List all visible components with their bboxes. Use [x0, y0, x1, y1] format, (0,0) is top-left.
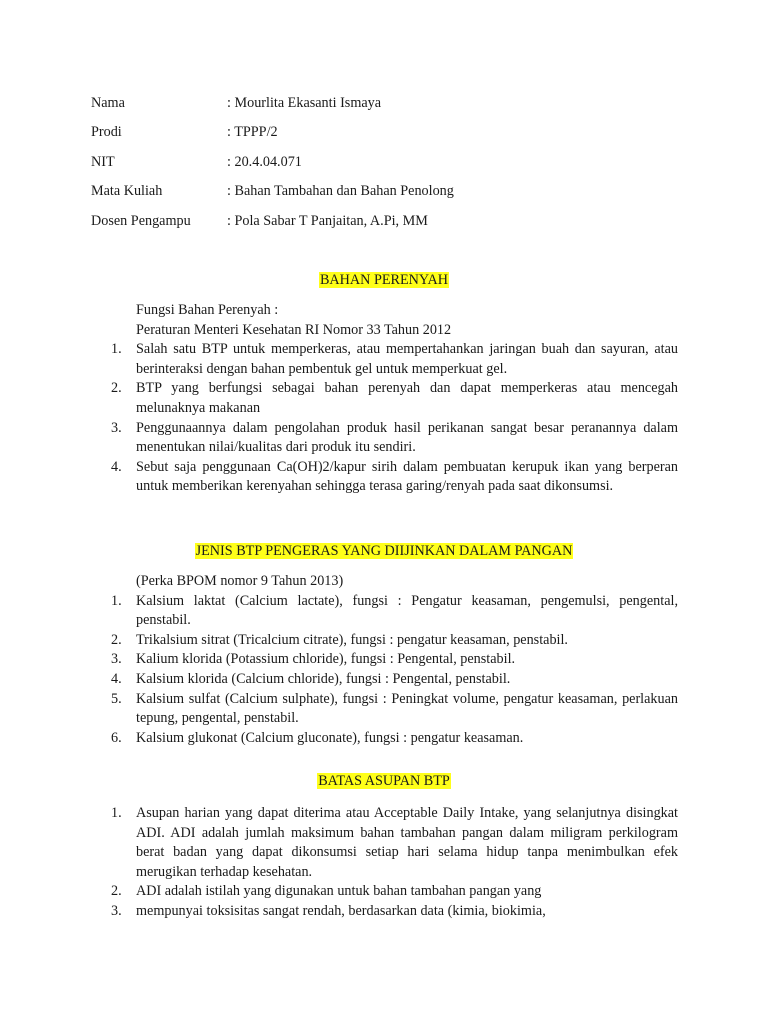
section-intro-line: Peraturan Menteri Kesehatan RI Nomor 33 Tahun 2012	[136, 321, 452, 338]
info-row-dosen-pengampu	[91, 210, 691, 239]
info-value: : Mourlita Ekasanti Ismaya	[227, 95, 382, 111]
info-label: NIT	[91, 153, 115, 170]
section-heading-jenis-btp	[0, 541, 768, 561]
numbered-list	[91, 340, 678, 497]
list-item	[91, 379, 678, 418]
numbered-list	[91, 804, 678, 922]
section-jenis-btp	[91, 572, 678, 748]
section-intro-line: (Perka BPOM nomor 9 Tahun 2013)	[136, 573, 344, 589]
section-heading-bahan-perenyah	[0, 270, 768, 290]
list-number: 1.	[111, 341, 122, 358]
info-value: : Bahan Tambahan dan Bahan Penolong	[227, 183, 454, 200]
list-number: 3.	[111, 419, 122, 436]
list-number: 3.	[111, 651, 122, 668]
list-number: 5.	[111, 690, 122, 707]
highlighted-heading-text: BAHAN PERENYAH	[319, 272, 449, 288]
list-item-text: Kalsium klorida (Calcium chloride), fungsi : Pengental, penstabil.	[136, 670, 511, 687]
list-number: 6.	[111, 729, 122, 746]
info-label: Mata Kuliah	[91, 183, 163, 200]
list-item	[91, 690, 678, 729]
list-item-text: Trikalsium sitrat (Tricalcium citrate), fungsi : pengatur keasaman, penstabil.	[136, 631, 568, 648]
list-number: 2.	[111, 380, 122, 397]
section-batas-asupan	[91, 804, 678, 922]
info-value: : 20.4.04.071	[227, 153, 302, 170]
list-number: 4.	[111, 670, 122, 687]
student-info	[91, 92, 691, 239]
list-item	[91, 419, 678, 458]
list-item	[91, 592, 678, 631]
list-item-text: ADI adalah istilah yang digunakan untuk bahan tambahan pangan yang	[136, 883, 542, 900]
list-item	[91, 458, 678, 497]
list-item-text: Kalsium glukonat (Calcium gluconate), fungsi : pengatur keasaman.	[136, 729, 524, 746]
list-item	[91, 882, 678, 902]
list-item-text: Sebut saja penggunaan Ca(OH)2/kapur sirih dalam pembuatan kerupuk ikan yang berperan untuk memberikan kerenyahan sehingga terasa garing/renyah pada saat dikonsumsi.	[136, 458, 678, 495]
list-item-text: Kalium klorida (Potassium chloride), fungsi : Pengental, penstabil.	[136, 651, 516, 668]
list-item-text: Kalsium laktat (Calcium lactate), fungsi : Pengatur keasaman, pengemulsi, pengental, penstabil.	[136, 592, 678, 629]
highlighted-heading-text: JENIS BTP PENGERAS YANG DIIJINKAN DALAM PANGAN	[195, 543, 573, 559]
list-item	[91, 804, 678, 882]
highlighted-heading-text: BATAS ASUPAN BTP	[318, 773, 450, 789]
list-item-text: Penggunaannya dalam pengolahan produk hasil perikanan sangat besar peranannya dalam menentukan nilai/kualitas dari produk itu sendiri.	[136, 419, 678, 456]
list-item	[91, 631, 678, 651]
list-item	[91, 340, 678, 379]
info-label: Prodi	[91, 124, 122, 141]
info-value: : TPPP/2	[227, 124, 278, 141]
info-row-nit	[91, 151, 691, 180]
info-label: Nama	[91, 95, 125, 111]
list-item-text: Asupan harian yang dapat diterima atau Acceptable Daily Intake, yang selanjutnya disingkat ADI. ADI adalah jumlah maksimum bahan tambahan pangan dalam miligram perkilogram berat badan yang dapat dikonsumsi setiap hari selama hidup tanpa menimbulkan efek merugikan terhadap kesehatan.	[136, 805, 678, 880]
list-number: 2.	[111, 883, 122, 900]
list-number: 2.	[111, 631, 122, 648]
list-item	[91, 650, 678, 670]
list-number: 1.	[111, 592, 122, 609]
info-value: : Pola Sabar T Panjaitan, A.Pi, MM	[227, 212, 428, 229]
list-number: 4.	[111, 458, 122, 475]
list-item-text: BTP yang berfungsi sebagai bahan perenyah dan dapat memperkeras atau mencegah melunaknya makanan	[136, 380, 678, 416]
section-heading-batas-asupan	[0, 771, 768, 791]
list-number: 3.	[111, 902, 122, 919]
list-item-text: Salah satu BTP untuk memperkeras, atau mempertahankan jaringan buah dan sayuran, atau berinteraksi dengan bahan pembentuk gel untuk memperkuat gel.	[136, 341, 678, 377]
list-item	[91, 902, 678, 922]
list-number: 1.	[111, 805, 122, 821]
info-row-mata-kuliah	[91, 180, 691, 209]
list-item	[91, 670, 678, 690]
info-label: Dosen Pengampu	[91, 212, 191, 229]
section-bahan-perenyah	[91, 301, 678, 497]
info-row-nama	[91, 92, 691, 121]
info-row-prodi	[91, 121, 691, 150]
section-intro-line: Fungsi Bahan Perenyah :	[136, 302, 279, 318]
list-item-text: Kalsium sulfat (Calcium sulphate), fungsi : Peningkat volume, pengatur keasaman, perlakuan tepung, pengental, penstabil.	[136, 690, 678, 727]
list-item	[91, 729, 678, 749]
numbered-list	[91, 592, 678, 749]
list-item-text: mempunyai toksisitas sangat rendah, berdasarkan data (kimia, biokimia,	[136, 902, 546, 919]
